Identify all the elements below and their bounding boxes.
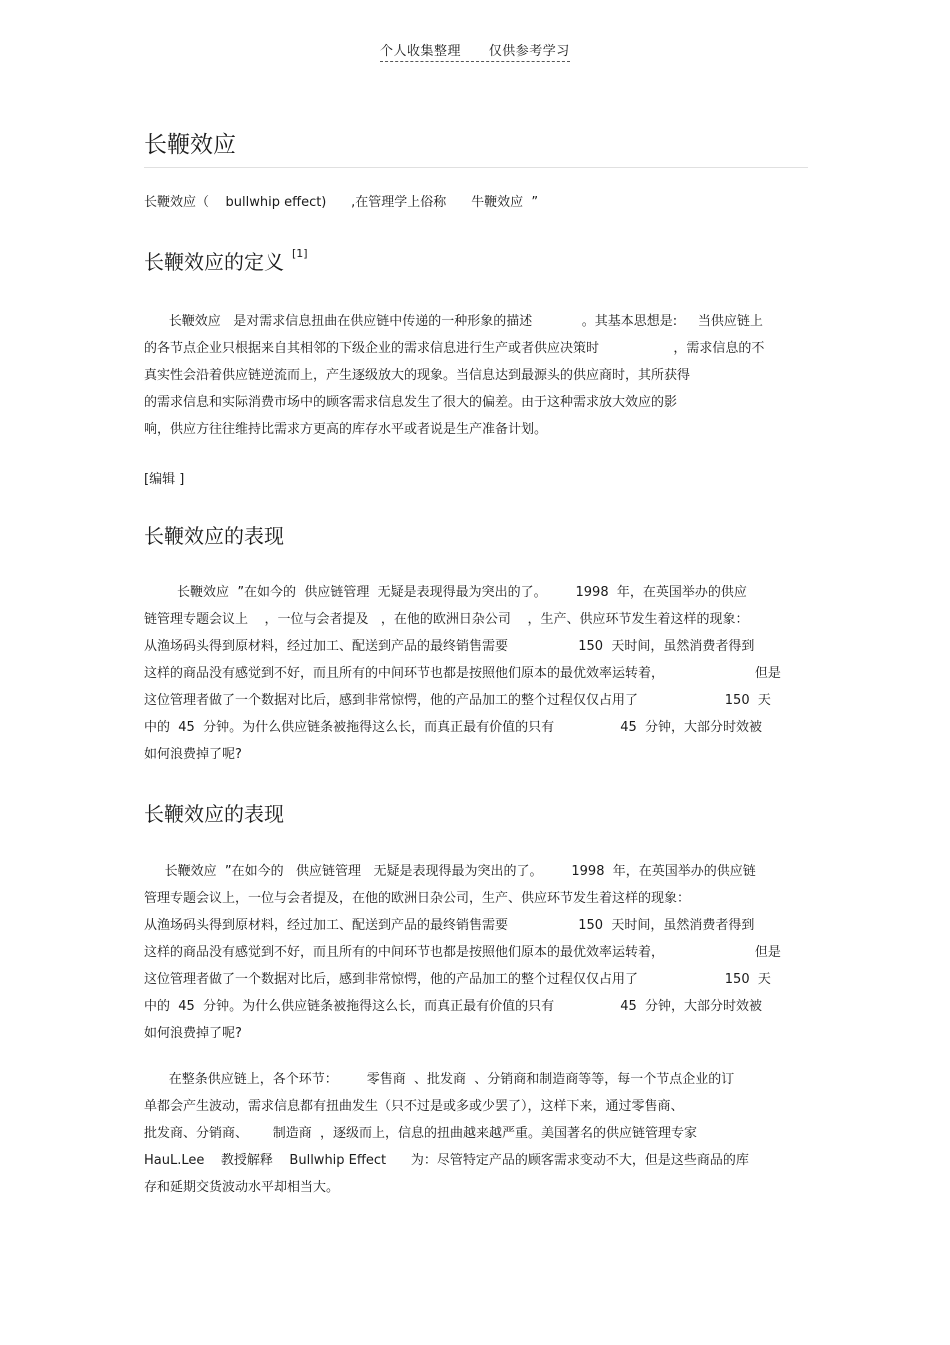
paragraph-line: 中的 45 分钟。为什么供应链条被拖得这么长，而真正最有价值的只有 45 分钟，大部分时效被: [144, 720, 762, 735]
paragraph-line: 长鞭效应 ”在如今的 供应链管理 无疑是表现得最为突出的了。 1998 年，在英国举办的供应链: [144, 864, 756, 879]
paragraph-line: HauL.Lee 教授解释 Bullwhip Effect 为：尽管特定产品的顾客需求变动不大，但是这些商品的库: [144, 1153, 749, 1168]
paragraph-line: 中的 45 分钟。为什么供应链条被拖得这么长，而真正最有价值的只有 45 分钟，大部分时效被: [144, 999, 762, 1014]
paragraph-line: 的各节点企业只根据来自其相邻的下级企业的需求信息进行生产或者供应决策时 ，需求信息的不: [144, 341, 765, 356]
paragraph-line: 这位管理者做了一个数据对比后，感到非常惊愕，他的产品加工的整个过程仅仅占用了 150 天: [144, 972, 771, 987]
section-heading-manifestation: 长鞭效应的表现: [144, 524, 284, 548]
paragraph-line: 真实性会沿着供应链逆流而上，产生逐级放大的现象。当信息达到最源头的供应商时，其所获得: [144, 368, 691, 383]
paragraph-line: 长鞭效应 ”在如今的 供应链管理 无疑是表现得最为突出的了。 1998 年，在英国举办的供应: [144, 585, 747, 600]
paragraph-line: 链管理专题会议上 ，一位与会者提及 ，在他的欧洲日杂公司 ，生产、供应环节发生着这样的现象：: [144, 612, 749, 627]
paragraph-line: 单都会产生波动，需求信息都有扭曲发生（只不过是或多或少罢了），这样下来，通过零售商、: [144, 1099, 684, 1114]
paragraph-line: 管理专题会议上，一位与会者提及，在他的欧洲日杂公司，生产、供应环节发生着这样的现象：: [144, 891, 691, 906]
paragraph-line: 如何浪费掉了呢?: [144, 747, 242, 762]
reference-link[interactable]: [1]: [292, 247, 308, 261]
paragraph-line: 这样的商品没有感觉到不好，而且所有的中间环节也都是按照他们原本的最优效率运转着， 但是: [144, 945, 781, 960]
section-heading-text: 长鞭效应的定义: [144, 250, 284, 274]
paragraph-line: 响，供应方往往维持比需求方更高的库存水平或者说是生产准备计划。: [144, 422, 548, 437]
title-divider: [144, 167, 808, 168]
edit-link[interactable]: [编辑 ]: [144, 472, 185, 487]
paragraph-line: 如何浪费掉了呢?: [144, 1026, 242, 1041]
paragraph-line: 存和延期交货波动水平却相当大。: [144, 1180, 340, 1195]
paragraph-line: 这样的商品没有感觉到不好，而且所有的中间环节也都是按照他们原本的最优效率运转着， 但是: [144, 666, 781, 681]
paragraph-line: 从渔场码头得到原材料，经过加工、配送到产品的最终销售需要 150 天时间，虽然消费者得到: [144, 918, 755, 933]
page-header: 个人收集整理 仅供参考学习: [380, 40, 570, 62]
paragraph-line: 的需求信息和实际消费市场中的顾客需求信息发生了很大的偏差。由于这种需求放大效应的影: [144, 395, 678, 410]
intro-text: 长鞭效应（ bullwhip effect) ,在管理学上俗称 牛鞭效应 ”: [144, 195, 539, 210]
section-heading-manifestation-2: 长鞭效应的表现: [144, 802, 284, 826]
paragraph-line: 这位管理者做了一个数据对比后，感到非常惊愕，他的产品加工的整个过程仅仅占用了 150 天: [144, 693, 771, 708]
page-title: 长鞭效应: [144, 132, 236, 158]
section-heading-definition: [144, 246, 308, 275]
paragraph-line: 在整条供应链上，各个环节： 零售商 、批发商 、分销商和制造商等等，每一个节点企业的订: [144, 1072, 735, 1087]
paragraph-line: 长鞭效应 是对需求信息扭曲在供应链中传递的一种形象的描述 。其基本思想是: 当供应链上: [144, 314, 763, 329]
paragraph-line: 从渔场码头得到原材料，经过加工、配送到产品的最终销售需要 150 天时间，虽然消费者得到: [144, 639, 755, 654]
paragraph-line: 批发商、分销商、 制造商 ，逐级而上，信息的扭曲越来越严重。美国著名的供应链管理专家: [144, 1126, 698, 1141]
